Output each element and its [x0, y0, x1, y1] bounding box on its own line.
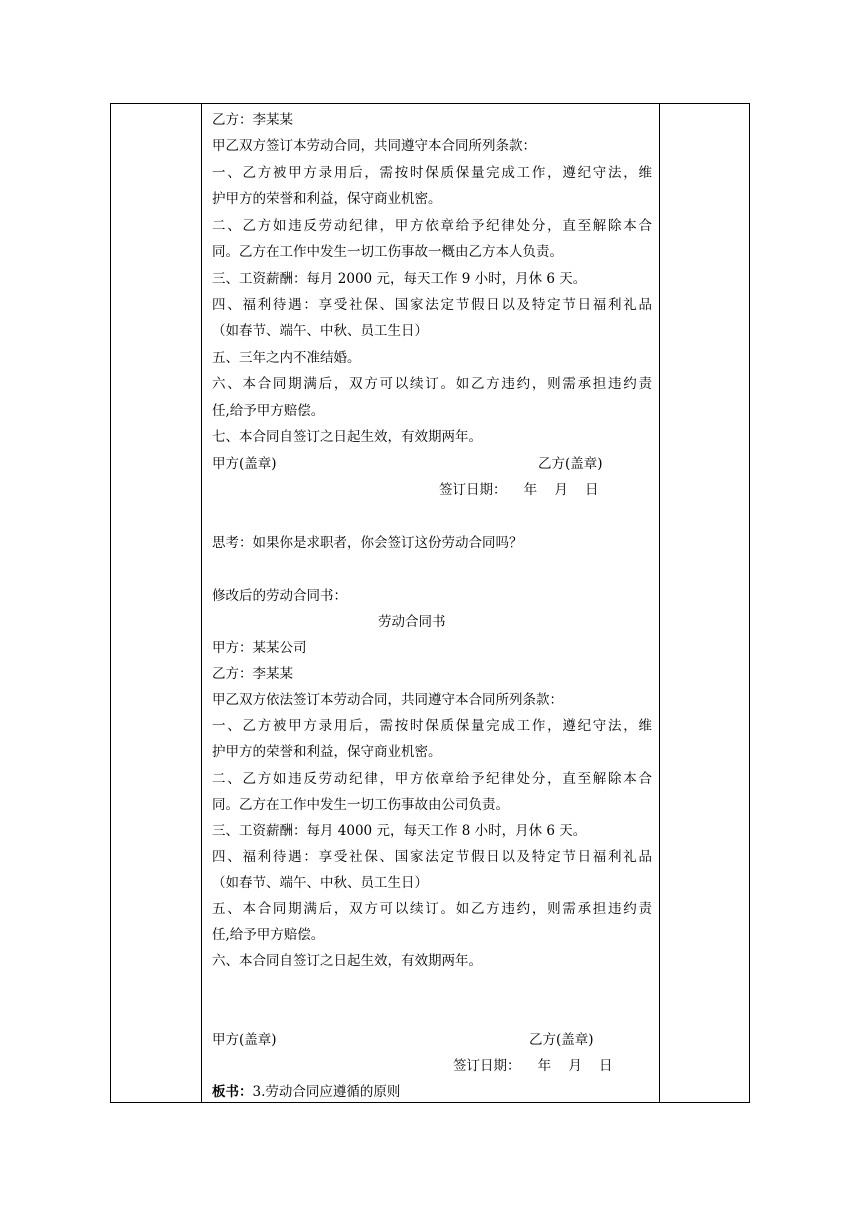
text-line: 甲方：某某公司 [212, 640, 307, 656]
party-a-seal: 甲方(盖章) [212, 1032, 277, 1048]
board-text: 3.劳动合同应遵循的原则 [252, 1084, 401, 1100]
board-label: 板书： [212, 1084, 253, 1100]
party-b-seal: 乙方(盖章) [529, 1032, 594, 1048]
text-line: 六、本合同期满后，双方可以续订。如乙方违约，则需承担违约责 [212, 376, 652, 392]
text-line: 同。乙方在工作中发生一切工伤事故由公司负责。 [212, 797, 509, 813]
party-a-seal: 甲方(盖章) [212, 456, 277, 472]
text-line: 同。乙方在工作中发生一切工伤事故一概由乙方本人负责。 [212, 244, 563, 260]
party-b-seal: 乙方(盖章) [538, 456, 603, 472]
text-line: 一、乙方被甲方录用后，需按时保质保量完成工作，遵纪守法，维 [212, 718, 652, 734]
text-line: （如春节、端午、中秋、员工生日） [212, 323, 428, 339]
sign-date: 签订日期： 年 月 日 [439, 482, 599, 498]
text-line: 乙方：李某某 [212, 112, 293, 128]
text-line: 七、本合同自签订之日起生效，有效期两年。 [212, 429, 482, 445]
text-line: 二、乙方如违反劳动纪律，甲方依章给予纪律处分，直至解除本合 [212, 771, 652, 787]
text-line: 五、三年之内不准结婚。 [212, 350, 361, 366]
text-line: 二、乙方如违反劳动纪律，甲方依章给予纪律处分，直至解除本合 [212, 218, 652, 234]
text-line: 任,给予甲方赔偿。 [212, 927, 325, 943]
text-line: 乙方：李某某 [212, 666, 293, 682]
lesson-table [110, 103, 750, 1103]
text-line: 五、本合同期满后，双方可以续订。如乙方违约，则需承担违约责 [212, 901, 652, 917]
text-line: 四、福利待遇：享受社保、国家法定节假日以及特定节日福利礼品 [212, 297, 652, 313]
column-divider-1 [201, 104, 202, 1102]
text-line: 修改后的劳动合同书： [212, 588, 347, 604]
question-line: 思考：如果你是求职者，你会签订这份劳动合同吗？ [212, 535, 523, 551]
text-line: 四、福利待遇：享受社保、国家法定节假日以及特定节日福利礼品 [212, 849, 652, 865]
text-line: 甲乙双方依法签订本劳动合同，共同遵守本合同所列条款： [212, 692, 563, 708]
text-line: 一、乙方被甲方录用后，需按时保质保量完成工作，遵纪守法，维 [212, 165, 652, 181]
text-line: 六、本合同自签订之日起生效，有效期两年。 [212, 953, 482, 969]
text-line: 三、工资薪酬：每月 2000 元，每天工作 9 小时，月休 6 天。 [212, 271, 587, 287]
text-line: （如春节、端午、中秋、员工生日） [212, 875, 428, 891]
text-line: 任,给予甲方赔偿。 [212, 403, 325, 419]
column-divider-2 [659, 104, 660, 1102]
sign-date: 签订日期： 年 月 日 [453, 1058, 613, 1074]
board-note [212, 1083, 400, 1101]
contract-title: 劳动合同书 [378, 614, 446, 630]
text-line: 护甲方的荣誉和利益，保守商业机密。 [212, 744, 442, 760]
text-line: 甲乙双方签订本劳动合同，共同遵守本合同所列条款： [212, 138, 536, 154]
text-line: 三、工资薪酬：每月 4000 元，每天工作 8 小时，月休 6 天。 [212, 823, 587, 839]
text-line: 护甲方的荣誉和利益，保守商业机密。 [212, 191, 442, 207]
